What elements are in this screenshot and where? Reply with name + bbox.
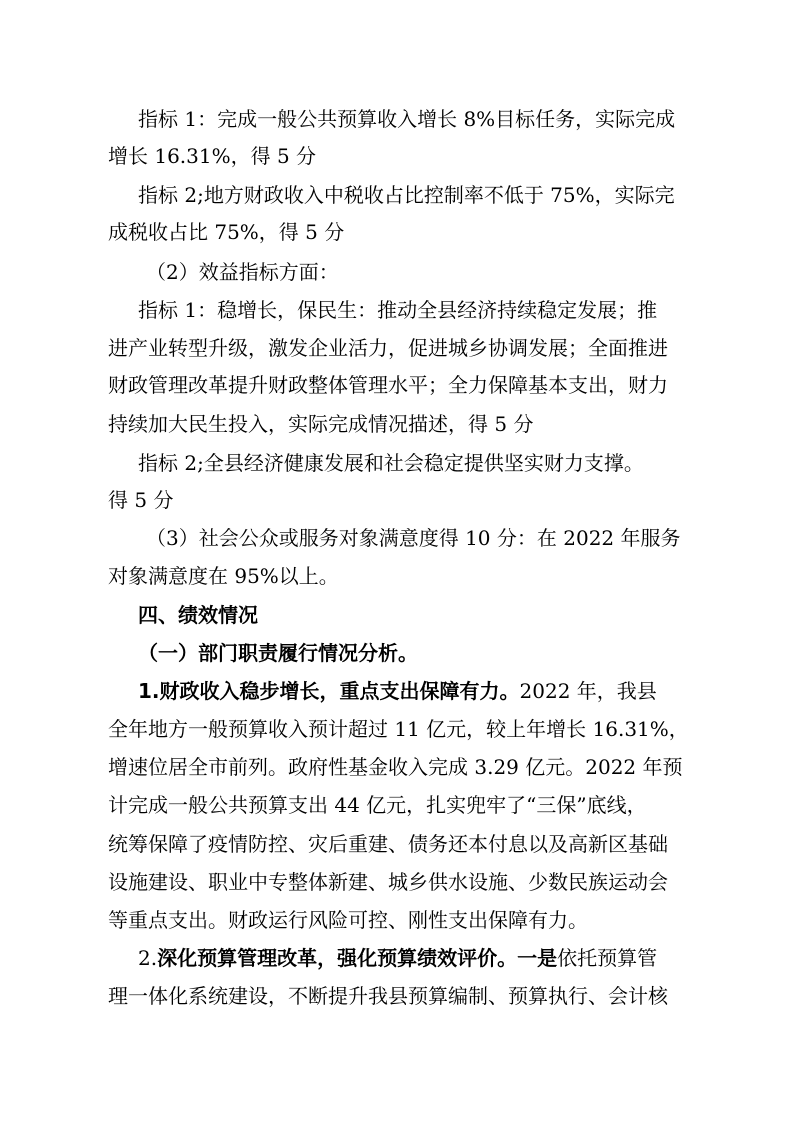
section-heading: 四、绩效情况 [138, 603, 258, 627]
paragraph-line: 增速位居全市前列。政府性基金收入完成 3.29 亿元。2022 年预 [108, 755, 683, 779]
paragraph-line: 等重点支出。财政运行风险可控、刚性支出保障有力。 [108, 908, 588, 932]
paragraph-line: 设施建设、职业中专整体新建、城乡供水设施、少数民族运动会 [108, 870, 668, 894]
paragraph-line [138, 945, 698, 971]
paragraph-line: 指标 1：稳增长，保民生：推动全县经济持续稳定发展；推 [138, 298, 658, 322]
paragraph-line: 成税收占比 75%，得 5 分 [108, 220, 345, 244]
paragraph-line: 财政管理改革提升财政整体管理水平；全力保障基本支出，财力 [108, 373, 668, 397]
paragraph-text: 2022 年，我县 [519, 679, 657, 703]
paragraph-line: 统筹保障了疫情防控、灾后重建、债务还本付息以及高新区基础 [108, 832, 668, 856]
paragraph-lead-bold: 1.财政收入稳步增长，重点支出保障有力。 [138, 679, 520, 703]
paragraph-line: 计完成一般公共预算支出 44 亿元，扎实兜牢了“三保”底线， [108, 793, 647, 817]
paragraph-line: 指标 2;地方财政收入中税收占比控制率不低于 75%，实际完 [138, 183, 675, 207]
paragraph-line: 全年地方一般预算收入预计超过 11 亿元，较上年增长 16.31%， [108, 717, 689, 741]
paragraph-line: 增长 16.31%，得 5 分 [108, 144, 317, 168]
paragraph-text: 依托预算管 [557, 946, 658, 970]
paragraph-line: （3）社会公众或服务对象满意度得 10 分：在 2022 年服务 [146, 526, 681, 550]
paragraph-lead-bold: 深化预算管理改革，强化预算绩效评价。 [157, 946, 518, 970]
paragraph-line: 持续加大民生投入，实际完成情况描述，得 5 分 [108, 412, 534, 436]
section-subheading-bold: （一）部门职责履行情况分析。 [138, 641, 418, 665]
paragraph-line: 理一体化系统建设，不断提升我县预算编制、预算执行、会计核 [108, 984, 668, 1008]
item-number: 2. [138, 946, 158, 970]
emphasis-bold: 一是 [517, 946, 558, 970]
paragraph-line: 得 5 分 [108, 488, 174, 512]
paragraph-line: 进产业转型升级，激发企业活力，促进城乡协调发展；全面推进 [108, 336, 668, 360]
paragraph-line: 指标 1：完成一般公共预算收入增长 8%目标任务，实际完成 [138, 107, 676, 131]
paragraph-line [138, 678, 698, 704]
section-subheading: （2）效益指标方面： [146, 260, 339, 284]
paragraph-line: 指标 2;全县经济健康发展和社会稳定提供坚实财力支撑。 [138, 451, 644, 475]
paragraph-line: 对象满意度在 95%以上。 [108, 564, 339, 588]
